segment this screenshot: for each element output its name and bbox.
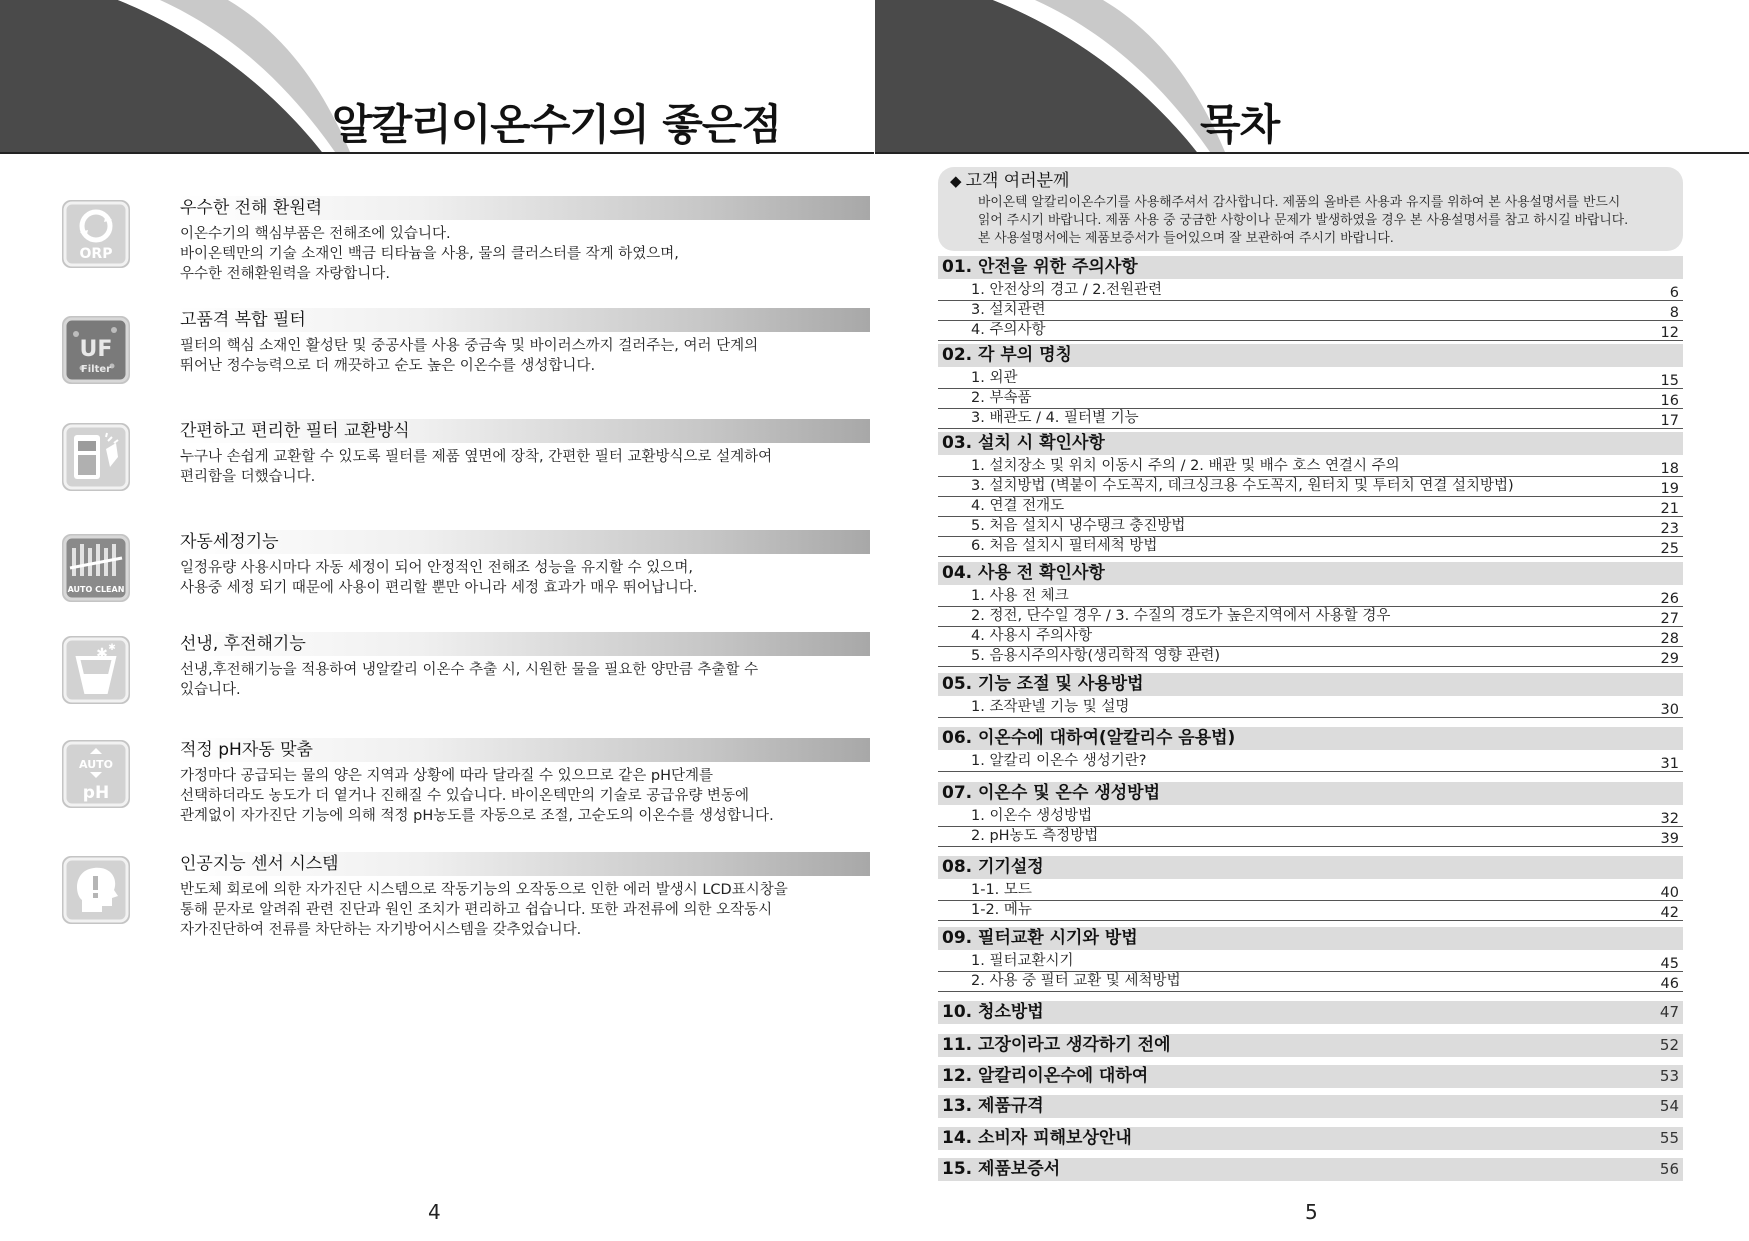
toc-section-header[interactable] xyxy=(938,432,1683,455)
toc-item-label: 2. 사용 중 필터 교환 및 세척방법 xyxy=(971,973,1181,989)
toc-section-header[interactable] xyxy=(938,1034,1683,1057)
feature-title: 적정 pH자동 맞춤 xyxy=(180,740,313,760)
toc-section xyxy=(938,562,1683,667)
toc-item-list xyxy=(938,807,1683,847)
toc-item[interactable] xyxy=(938,369,1683,389)
toc-section-header[interactable] xyxy=(938,562,1683,585)
toc-section-title: 14. 소비자 피해보상안내 xyxy=(942,1128,1132,1148)
toc-section xyxy=(938,1127,1683,1150)
toc-section xyxy=(938,256,1683,341)
svg-text:Filter: Filter xyxy=(80,364,112,375)
toc-section xyxy=(938,856,1683,921)
toc-item[interactable] xyxy=(938,281,1683,301)
page-title: 목차 xyxy=(1200,100,1280,149)
toc-item-label: 1. 이온수 생성방법 xyxy=(971,808,1093,824)
feature-title: 우수한 전해 환원력 xyxy=(180,198,323,218)
toc-section xyxy=(938,1034,1683,1057)
toc-item-label: 3. 설치방법 (벽붙이 수도꼭지, 데크싱크용 수도꼭지, 원터치 및 투터치 연결 설치방법) xyxy=(971,478,1514,494)
toc-item-label: 4. 사용시 주의사항 xyxy=(971,628,1093,644)
toc-item-page: 15 xyxy=(1660,373,1679,389)
toc-item[interactable] xyxy=(938,607,1683,627)
toc-section-title: 10. 청소방법 xyxy=(942,1002,1044,1022)
toc-item-page: 12 xyxy=(1660,325,1679,341)
toc-section-title: 11. 고장이라고 생각하기 전에 xyxy=(942,1035,1171,1055)
toc-section xyxy=(938,927,1683,992)
toc-item[interactable] xyxy=(938,477,1683,497)
greeting-title xyxy=(950,169,1069,193)
feature-title: 고품격 복합 필터 xyxy=(180,310,306,330)
toc-section-title: 15. 제품보증서 xyxy=(942,1159,1061,1179)
toc-item-page: 29 xyxy=(1660,651,1679,667)
toc-item-label: 1-2. 메뉴 xyxy=(971,902,1032,918)
greeting-box xyxy=(938,167,1683,251)
toc-item-list xyxy=(938,881,1683,921)
toc-section xyxy=(938,1095,1683,1118)
toc-item[interactable] xyxy=(938,389,1683,409)
toc-item-page: 31 xyxy=(1660,756,1679,772)
toc-item-label: 1. 설치장소 및 위치 이동시 주의 / 2. 배관 및 배수 호스 연결시 주의 xyxy=(971,458,1400,474)
toc-item-list xyxy=(938,698,1683,718)
toc-item-page: 25 xyxy=(1660,541,1679,557)
toc-item-page: 40 xyxy=(1660,885,1679,901)
toc-section-header[interactable] xyxy=(938,727,1683,750)
toc-item-label: 3. 배관도 / 4. 필터별 기능 xyxy=(971,410,1139,426)
page-title: 알칼리이온수기의 좋은점 xyxy=(332,100,781,149)
ai-sensor-icon xyxy=(62,856,130,924)
toc-item-page: 46 xyxy=(1660,976,1679,992)
feature-item xyxy=(62,632,822,702)
toc-section xyxy=(938,432,1683,557)
toc-section-title: 06. 이온수에 대하여(알칼리수 음용법) xyxy=(942,728,1236,748)
toc-section-header[interactable] xyxy=(938,927,1683,950)
toc-section xyxy=(938,344,1683,429)
toc-item-label: 2. 부속품 xyxy=(971,390,1032,406)
diamond-icon: ◆ xyxy=(950,172,962,190)
toc-section xyxy=(938,727,1683,772)
toc-item-page: 18 xyxy=(1660,461,1679,477)
feature-description: 가정마다 공급되는 물의 양은 지역과 상황에 따라 달라질 수 있으므로 같은 pH단계를 선택하더라도 농도가 더 옅거나 진해질 수 있습니다. 바이온텍만의 기술로 공급유량 변동에 관계없이 자가진단 기능에 의해 적정 pH농도를 자동으로 조절, 고순도의 이온수를 생성합니다. xyxy=(180,768,774,824)
toc-item[interactable] xyxy=(938,497,1683,517)
feature-description: 필터의 핵심 소재인 활성탄 및 중공사를 사용 중금속 및 바이러스까지 걸러주는, 여러 단계의 뛰어난 정수능력으로 더 깨끗하고 순도 높은 이온수를 생성합니다. xyxy=(180,338,759,374)
toc-item[interactable] xyxy=(938,647,1683,667)
toc-item-page: 28 xyxy=(1660,631,1679,647)
toc-item-label: 1. 안전상의 경고 / 2.전원관련 xyxy=(971,282,1163,298)
feature-title: 간편하고 편리한 필터 교환방식 xyxy=(180,421,410,441)
feature-title: 자동세정기능 xyxy=(180,532,279,552)
toc-item[interactable] xyxy=(938,321,1683,341)
greeting-body: 바이온텍 알칼리이온수기를 사용해주셔서 감사합니다. 제품의 올바른 사용과 유지를 위하여 본 사용설명서를 반드시 읽어 주시기 바랍니다. 제품 사용 중 궁금한 사항이나 문제가 발생하였을 경우 본 사용설명서를 참고 하시길 바랍니다. 본 사용설명서에는 제품보증서가 들어있으며 잘 보관하여 주시기 바랍니다. xyxy=(978,195,1629,246)
toc-section-title: 12. 알칼리이온수에 대하여 xyxy=(942,1066,1149,1086)
feature-description: 반도체 회로에 의한 자가진단 시스템으로 작동기능의 오작동으로 인한 에러 발생시 LCD표시창을 통해 문자로 알려줘 관련 진단과 원인 조치가 편리하고 쉽습니다. 또한 과전류에 의한 오작동시 자가진단하여 전류를 차단하는 자기방어시스템을 갖추었습니다. xyxy=(180,882,788,938)
toc-section-page: 56 xyxy=(1659,1160,1679,1178)
orp-icon xyxy=(62,200,130,268)
toc-item[interactable] xyxy=(938,807,1683,827)
svg-text:✱: ✱ xyxy=(108,643,116,653)
toc-section xyxy=(938,1158,1683,1181)
toc-section-header[interactable] xyxy=(938,1158,1683,1181)
feature-item xyxy=(62,852,822,942)
toc-item[interactable] xyxy=(938,457,1683,477)
toc-section-title: 04. 사용 전 확인사항 xyxy=(942,563,1105,583)
toc-section-header[interactable] xyxy=(938,1127,1683,1150)
toc-item-label: 5. 처음 설치시 냉수탱크 충진방법 xyxy=(971,518,1186,534)
toc-item[interactable] xyxy=(938,587,1683,607)
toc-item[interactable] xyxy=(938,827,1683,847)
toc-section-title: 01. 안전을 위한 주의사항 xyxy=(942,257,1138,277)
toc-item-page: 26 xyxy=(1660,591,1679,607)
toc-item-page: 21 xyxy=(1660,501,1679,517)
cold-water-icon xyxy=(62,636,130,704)
toc-section-header[interactable] xyxy=(938,856,1683,879)
toc-section-header[interactable] xyxy=(938,344,1683,367)
toc-item[interactable] xyxy=(938,901,1683,921)
feature-description: 일정유량 사용시마다 자동 세정이 되어 안정적인 전해조 성능을 유지할 수 있으며, 사용중 세정 되기 때문에 사용이 편리할 뿐만 아니라 세정 효과가 매우 뛰어납니다. xyxy=(180,560,698,596)
toc-item[interactable] xyxy=(938,881,1683,901)
left-page xyxy=(0,0,874,1241)
toc-section-header[interactable] xyxy=(938,256,1683,279)
toc-item-page: 42 xyxy=(1660,905,1679,921)
feature-item xyxy=(62,738,822,828)
toc-item-label: 1. 사용 전 체크 xyxy=(971,588,1069,604)
toc-section-title: 13. 제품규격 xyxy=(942,1096,1044,1116)
toc-section xyxy=(938,673,1683,718)
svg-text:✱: ✱ xyxy=(96,646,108,662)
toc-item-label: 6. 처음 설치시 필터세척 방법 xyxy=(971,538,1158,554)
toc-item-list xyxy=(938,369,1683,429)
feature-description: 선냉,후전해기능을 적용하여 냉알칼리 이온수 추출 시, 시원한 물을 필요한 양만큼 추출할 수 있습니다. xyxy=(180,662,759,698)
auto-ph-icon xyxy=(62,740,130,808)
toc-section-page: 47 xyxy=(1659,1003,1679,1021)
toc-item-list xyxy=(938,281,1683,341)
toc-item-list xyxy=(938,587,1683,667)
auto-clean-icon xyxy=(62,534,130,602)
toc-item-label: 2. pH농도 측정방법 xyxy=(971,828,1099,844)
toc-item-page: 27 xyxy=(1660,611,1679,627)
toc-item[interactable] xyxy=(938,698,1683,718)
toc-item-page: 32 xyxy=(1660,811,1679,827)
toc-item-page: 19 xyxy=(1660,481,1679,497)
toc-item-label: 1. 조작판넬 기능 및 설명 xyxy=(971,699,1130,715)
toc-item[interactable] xyxy=(938,752,1683,772)
toc-item[interactable] xyxy=(938,972,1683,992)
feature-description: 누구나 손쉽게 교환할 수 있도록 필터를 제품 옆면에 장착, 간편한 필터 교환방식으로 설계하여 편리함을 더했습니다. xyxy=(180,449,773,485)
toc-item-list xyxy=(938,752,1683,772)
toc-section-title: 09. 필터교환 시기와 방법 xyxy=(942,928,1138,948)
toc-section-title: 03. 설치 시 확인사항 xyxy=(942,433,1105,453)
toc-section-page: 52 xyxy=(1659,1036,1679,1054)
toc-item[interactable] xyxy=(938,517,1683,537)
toc-item-page: 8 xyxy=(1669,305,1679,321)
toc-item-label: 1. 필터교환시기 xyxy=(971,953,1074,969)
toc-item[interactable] xyxy=(938,301,1683,321)
feature-item xyxy=(62,308,822,378)
toc-item-label: 1-1. 모드 xyxy=(971,882,1032,898)
svg-text:AUTO CLEAN: AUTO CLEAN xyxy=(67,585,125,594)
toc-section-title: 07. 이온수 및 온수 생성방법 xyxy=(942,783,1161,803)
page-number: 4 xyxy=(428,1200,441,1224)
toc-item-list xyxy=(938,457,1683,557)
svg-text:UF: UF xyxy=(79,337,113,362)
toc-section-header[interactable] xyxy=(938,1095,1683,1118)
toc-item-page: 16 xyxy=(1660,393,1679,409)
toc-section-page: 54 xyxy=(1659,1097,1679,1115)
toc-section-header[interactable] xyxy=(938,1001,1683,1024)
toc-section-title: 08. 기기설정 xyxy=(942,857,1044,877)
toc-item-label: 1. 알칼리 이온수 생성기란? xyxy=(971,753,1147,769)
toc-item-label: 4. 주의사항 xyxy=(971,322,1046,338)
greeting-title-text: 고객 여러분께 xyxy=(965,171,1070,191)
header-decoration xyxy=(875,0,1749,154)
toc-section xyxy=(938,1065,1683,1088)
header-divider xyxy=(0,152,874,154)
toc-item-page: 30 xyxy=(1660,702,1679,718)
toc-section-title: 02. 각 부의 명칭 xyxy=(942,345,1072,365)
feature-item xyxy=(62,530,822,600)
right-page xyxy=(875,0,1749,1241)
toc-item[interactable] xyxy=(938,409,1683,429)
toc-item-label: 1. 외관 xyxy=(971,370,1018,386)
toc-item-list xyxy=(938,952,1683,992)
toc-item-page: 45 xyxy=(1660,956,1679,972)
toc-section-page: 53 xyxy=(1659,1067,1679,1085)
toc-item[interactable] xyxy=(938,627,1683,647)
svg-text:AUTO: AUTO xyxy=(79,758,113,771)
toc-item-page: 39 xyxy=(1660,831,1679,847)
toc-section-header[interactable] xyxy=(938,673,1683,696)
feature-description: 이온수기의 핵심부품은 전해조에 있습니다. 바이온텍만의 기술 소재인 백금 티타늄을 사용, 물의 클러스터를 작게 하였으며, 우수한 전해환원력을 자랑합니다. xyxy=(180,226,679,282)
svg-text:pH: pH xyxy=(82,783,110,803)
toc-item-label: 3. 설치관련 xyxy=(971,302,1046,318)
toc-item-label: 5. 음용시주의사항(생리학적 영향 관련) xyxy=(971,648,1221,664)
toc-section-header[interactable] xyxy=(938,1065,1683,1088)
toc-item-page: 6 xyxy=(1669,285,1679,301)
uf-filter-icon xyxy=(62,316,130,384)
toc-item[interactable] xyxy=(938,537,1683,557)
toc-item-page: 23 xyxy=(1660,521,1679,537)
toc-section-title: 05. 기능 조절 및 사용방법 xyxy=(942,674,1144,694)
toc-section-page: 55 xyxy=(1659,1129,1679,1147)
header-divider xyxy=(875,152,1749,154)
filter-exchange-icon xyxy=(62,423,130,491)
feature-title: 선냉, 후전해기능 xyxy=(180,634,306,654)
page-number: 5 xyxy=(1305,1200,1318,1224)
feature-item xyxy=(62,196,822,286)
toc-section xyxy=(938,782,1683,847)
svg-text:ORP: ORP xyxy=(79,246,113,262)
toc-section xyxy=(938,1001,1683,1024)
toc-item-label: 2. 정전, 단수일 경우 / 3. 수질의 경도가 높은지역에서 사용할 경우 xyxy=(971,608,1391,624)
toc-item-label: 4. 연결 전개도 xyxy=(971,498,1065,514)
feature-item xyxy=(62,419,822,489)
feature-title-bar xyxy=(177,530,870,554)
toc-item[interactable] xyxy=(938,952,1683,972)
feature-title: 인공지능 센서 시스템 xyxy=(180,854,339,874)
toc-item-page: 17 xyxy=(1660,413,1679,429)
toc-section-header[interactable] xyxy=(938,782,1683,805)
